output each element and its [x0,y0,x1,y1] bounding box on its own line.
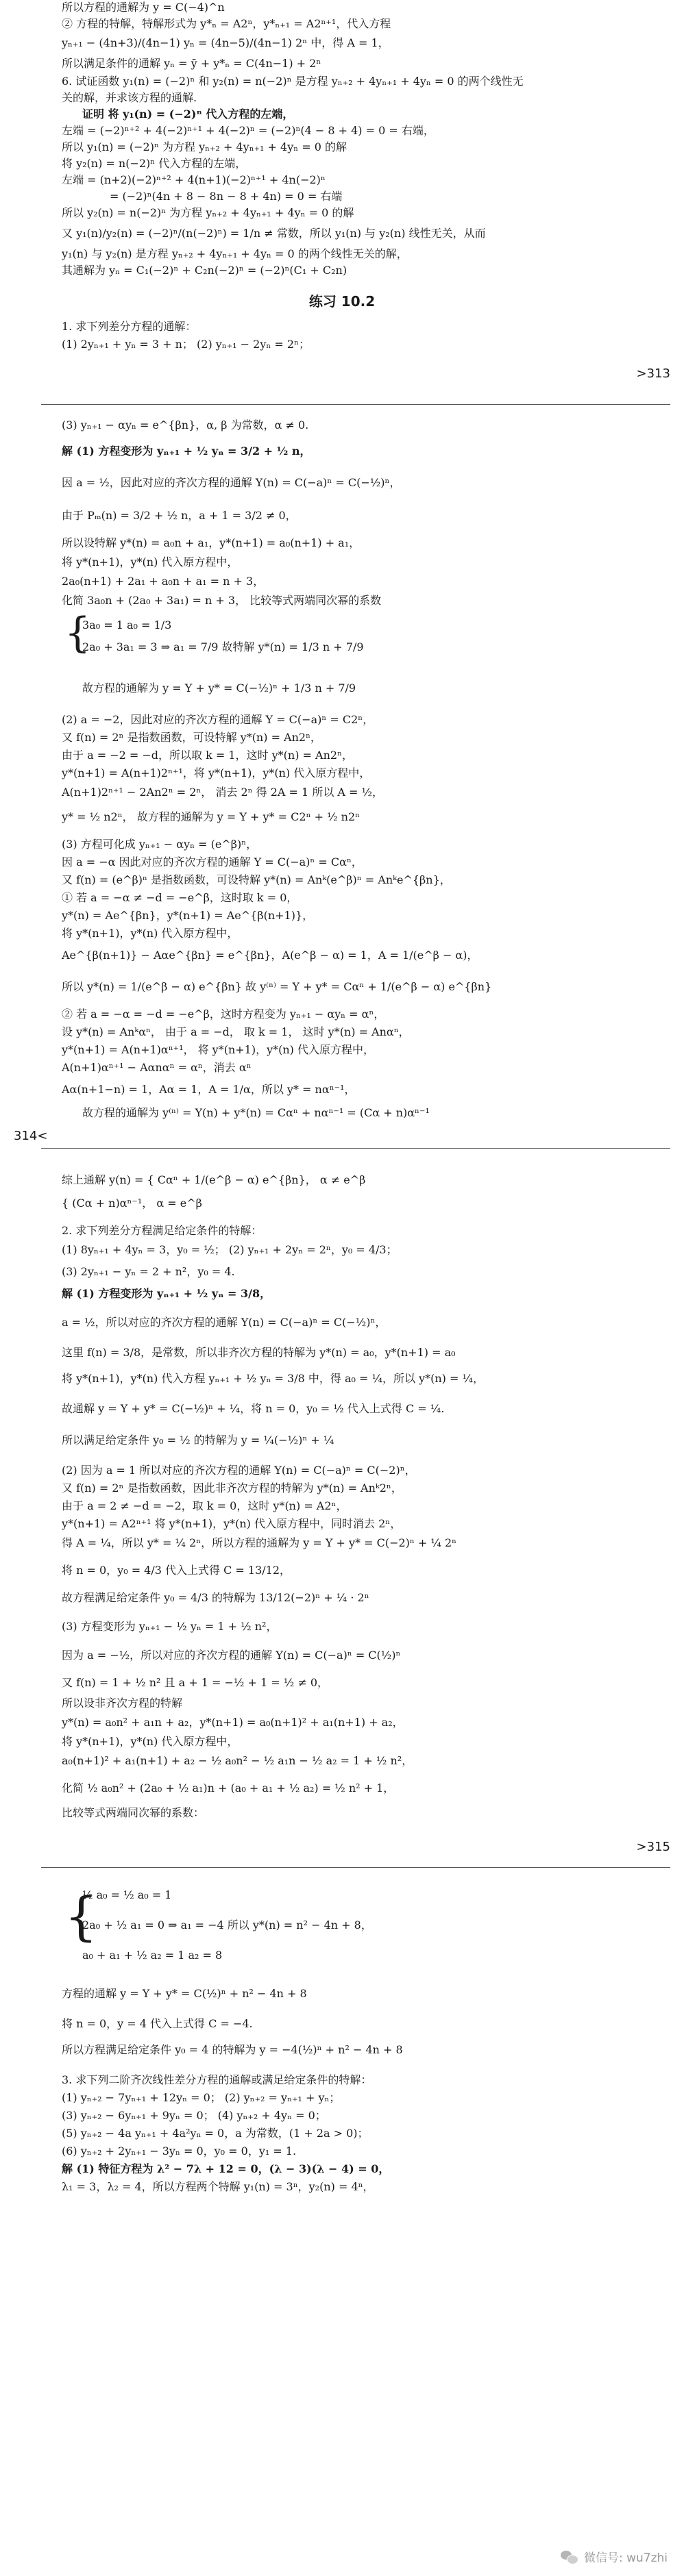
text-line: (6) yₙ₊₂ + 2yₙ₊₁ − 3yₙ = 0，y₀ = 0，y₁ = 1. [62,2144,297,2158]
page-divider [41,1148,670,1149]
text-line: 将 y₂(n) = n(−2)ⁿ 代入方程的左端， [62,157,247,170]
text-line: 3. 求下列二阶齐次线性差分方程的通解或满足给定条件的特解： [62,2073,372,2086]
text-line: a₀ + a₁ + ½ a₂ = 1 a₂ = 8 [82,1949,223,1962]
text-line: (1) 8yₙ₊₁ + 4yₙ = 3，y₀ = ½； (2) yₙ₊₁ + 2yₙ = 2ⁿ，y₀ = 4/3； [62,1243,398,1256]
text-line: Aα(n+1−n) = 1，Aα = 1，A = 1/α，所以 y* = nαⁿ⁻¹， [62,1083,356,1096]
text-line: { (Cα + n)αⁿ⁻¹， α = e^β [62,1197,202,1210]
text-line: 所以 y*(n) = 1/(e^β − α) e^{βn} 故 y⁽ⁿ⁾ = Y + y* = Cαⁿ + 1/(e^β − α) e^{βn} [62,980,492,993]
text-line: ½ a₀ = ½ a₀ = 1 [82,1888,172,1901]
text-line: (1) yₙ₊₂ − 7yₙ₊₁ + 12yₙ = 0； (2) yₙ₊₂ = yₙ₊₁ + yₙ； [62,2091,341,2104]
text-line: y*(n+1) = A2ⁿ⁺¹ 将 y*(n+1)，y*(n) 代入原方程中，同时消去 2ⁿ， [62,1517,402,1530]
text-line: 设 y*(n) = Anᵏαⁿ， 由于 a = −d， 取 k = 1， 这时 y*(n) = Anαⁿ， [62,1025,410,1038]
text-line: 故方程的通解为 y⁽ⁿ⁾ = Y(n) + y*(n) = Cαⁿ + nαⁿ⁻¹ = (Cα + n)αⁿ⁻¹ [82,1106,430,1119]
text-line: 由于 a = 2 ≠ −d = −2，取 k = 0，这时 y*(n) = A2ⁿ， [62,1499,347,1512]
text-line: a = ½，所以对应的齐次方程的通解 Y(n) = C(−a)ⁿ = C(−½)ⁿ， [62,1316,387,1329]
text-line: 故方程的通解为 y = Y + y* = C(−½)ⁿ + 1/3 n + 7/9 [82,681,356,695]
text-line: (3) yₙ₊₂ − 6yₙ₊₁ + 9yₙ = 0； (4) yₙ₊₂ + 4yₙ = 0； [62,2109,326,2122]
text-line: 所以方程满足给定条件 y₀ = 4 的特解为 y = −4(½)ⁿ + n² − 4n + 8 [62,2043,403,2056]
text-line: 将 y*(n+1)，y*(n) 代入原方程中， [62,555,239,568]
text-line: 又 f(n) = (e^β)ⁿ 是指数函数，可设特解 y*(n) = Anᵏ(e^β)ⁿ = Anᵏe^{βn}， [62,873,451,886]
text-line: 所以设非齐次方程的特解 [62,1697,183,1710]
text-line: 解 (1) 方程变形为 yₙ₊₁ + ½ yₙ = 3/2 + ½ n， [62,445,311,458]
text-line: y*(n+1) = A(n+1)αⁿ⁺¹， 将 y*(n+1)，y*(n) 代入原方程中， [62,1043,375,1056]
text-line: a₀(n+1)² + a₁(n+1) + a₂ − ½ a₀n² − ½ a₁n − ½ a₂ = 1 + ½ n²， [62,1754,413,1767]
text-line: 解 (1) 特征方程为 λ² − 7λ + 12 = 0，(λ − 3)(λ − 4) = 0， [62,2162,390,2175]
text-line: 故方程满足给定条件 y₀ = 4/3 的特解为 13/12(−2)ⁿ + ¼ · 2ⁿ [62,1591,369,1604]
text-line: (3) 方程变形为 yₙ₊₁ − ½ yₙ = 1 + ½ n²， [62,1620,278,1633]
text-line: λ₁ = 3，λ₂ = 4，所以方程两个特解 y₁(n) = 3ⁿ，y₂(n) = 4ⁿ， [62,2180,374,2193]
wechat-watermark [561,2548,668,2565]
text-line: 所以 y₂(n) = n(−2)ⁿ 为方程 yₙ₊₂ + 4yₙ₊₁ + 4yₙ = 0 的解 [62,206,354,219]
text-line: A(n+1)2ⁿ⁺¹ − 2An2ⁿ = 2ⁿ， 消去 2ⁿ 得 2A = 1 所以 A = ½， [62,786,384,799]
text-line: 将 y*(n+1)，y*(n) 代入方程 yₙ₊₁ + ½ yₙ = 3/8 中，得 a₀ = ¼，所以 y*(n) = ¼， [62,1372,484,1385]
text-line: 将 y*(n+1)，y*(n) 代入原方程中， [62,1735,239,1748]
text-line: 所以设特解 y*(n) = a₀n + a₁，y*(n+1) = a₀(n+1) + a₁， [62,536,361,549]
watermark-text: 微信号: wu7zhi [583,2551,668,2565]
text-line: ② 方程的特解，特解形式为 y*ₙ = A2ⁿ，y*ₙ₊₁ = A2ⁿ⁺¹，代入方程 [62,17,391,30]
text-line: y* = ½ n2ⁿ， 故方程的通解为 y = Y + y* = C2ⁿ + ½ n2ⁿ [62,810,361,823]
text-line: A(n+1)αⁿ⁺¹ − Aαnαⁿ = αⁿ，消去 αⁿ [62,1061,252,1074]
text-line: y*(n) = Ae^{βn}，y*(n+1) = Ae^{β(n+1)}， [62,909,314,922]
text-line: 将 n = 0，y = 4 代入上式得 C = −4. [62,2017,253,2030]
text-line: 6. 试证函数 y₁(n) = (−2)ⁿ 和 y₂(n) = n(−2)ⁿ 是方程 yₙ₊₂ + 4yₙ₊₁ + 4yₙ = 0 的两个线性无 [62,75,524,88]
text-line: ① 若 a = −α ≠ −d = −e^β，这时取 k = 0， [62,891,298,904]
text-line: 又 f(n) = 1 + ½ n² 且 a + 1 = −½ + 1 = ½ ≠ 0， [62,1676,329,1689]
text-line: (3) yₙ₊₁ − αyₙ = e^{βn}，α, β 为常数，α ≠ 0. [62,418,309,432]
text-line: 综上通解 y(n) = { Cαⁿ + 1/(e^β − α) e^{βn}， α ≠ e^β [62,1173,366,1186]
text-line: 所以 y₁(n) = (−2)ⁿ 为方程 yₙ₊₂ + 4yₙ₊₁ + 4yₙ = 0 的解 [62,140,347,153]
text-line: 关的解，并求该方程的通解. [62,91,197,104]
text-line: 又 f(n) = 2ⁿ 是指数函数，因此非齐次方程的特解为 y*(n) = Anᵏ2ⁿ， [62,1481,402,1495]
text-line: 将 n = 0，y₀ = 4/3 代入上式得 C = 13/12， [62,1564,291,1577]
page-divider [41,404,670,405]
text-line: 1. 求下列差分方程的通解： [62,320,197,333]
text-line: ② 若 a = −α = −d = −e^β，这时方程变为 yₙ₊₁ − αyₙ = αⁿ， [62,1008,385,1021]
text-line: 所以满足条件的通解 yₙ = ȳ + y*ₙ = C(4n−1) + 2ⁿ [62,57,321,70]
exercise-title: 练习 10.2 [308,293,376,310]
text-line: 化简 ½ a₀n² + (2a₀ + ½ a₁)n + (a₀ + a₁ + ½ a₂) = ½ n² + 1， [62,1781,395,1795]
text-line: 因 a = −α 因此对应的齐次方程的通解 Y = C(−a)ⁿ = Cαⁿ， [62,855,363,868]
text-line: 又 f(n) = 2ⁿ 是指数函数，可设特解 y*(n) = An2ⁿ， [62,731,322,744]
text-line: 化简 3a₀n + (2a₀ + 3a₁) = n + 3， 比较等式两端同次幂的系数 [62,594,382,607]
text-line: 这里 f(n) = 3/8，是常数，所以非齐次方程的特解为 y*(n) = a₀，y*(n+1) = a₀ [62,1346,456,1359]
text-line: 方程的通解 y = Y + y* = C(½)ⁿ + n² − 4n + 8 [62,1987,307,2000]
wechat-icon [561,2549,578,2564]
text-line: y*(n+1) = A(n+1)2ⁿ⁺¹，将 y*(n+1)，y*(n) 代入原方程中， [62,766,371,779]
text-line: 2. 求下列差分方程满足给定条件的特解： [62,1224,262,1237]
text-line: 证明 将 y₁(n) = (−2)ⁿ 代入方程的左端， [82,108,294,121]
text-line: 左端 = (−2)ⁿ⁺² + 4(−2)ⁿ⁺¹ + 4(−2)ⁿ = (−2)ⁿ(4 − 8 + 4) = 0 = 右端， [62,124,435,137]
text-line: 故通解 y = Y + y* = C(−½)ⁿ + ¼，将 n = 0，y₀ = ½ 代入上式得 C = ¼. [62,1402,445,1415]
text-line: y*(n) = a₀n² + a₁n + a₂，y*(n+1) = a₀(n+1)² + a₁(n+1) + a₂， [62,1716,404,1729]
text-line: 2a₀(n+1) + 2a₁ + a₀n + a₁ = n + 3， [62,575,265,588]
system-brace: { [64,1886,98,1947]
text-line: 所以方程的通解为 y = C(−4)^n [62,1,225,14]
text-line: 得 A = ¼，所以 y* = ¼ 2ⁿ，所以方程的通解为 y = Y + y* = C(−2)ⁿ + ¼ 2ⁿ [62,1536,457,1549]
text-line: (5) yₙ₊₂ − 4a yₙ₊₁ + 4a²yₙ = 0，a 为常数，(1 + 2a > 0)； [62,2127,369,2140]
page-divider [41,1867,670,1868]
text-line: (1) 2yₙ₊₁ + yₙ = 3 + n； (2) yₙ₊₁ − 2yₙ = 2ⁿ； [62,338,310,351]
text-line: 将 y*(n+1)，y*(n) 代入原方程中， [62,927,239,940]
text-line: 由于 a = −2 = −d，所以取 k = 1，这时 y*(n) = An2ⁿ， [62,749,354,762]
text-line: 2a₀ + 3a₁ = 3 ⇒ a₁ = 7/9 故特解 y*(n) = 1/3 n + 7/9 [82,640,364,653]
text-line: yₙ₊₁ − (4n+3)/(4n−1) yₙ = (4n−5)/(4n−1) 2ⁿ 中，得 A = 1， [62,36,389,49]
text-line: 比较等式两端同次幂的系数： [62,1806,205,1819]
page-number: >315 [636,1840,670,1854]
text-line: 因为 a = −½，所以对应的齐次方程的通解 Y(n) = C(−a)ⁿ = C(½)ⁿ [62,1649,401,1662]
text-line: (2) a = −2，因此对应的齐次方程的通解 Y = C(−a)ⁿ = C2ⁿ， [62,713,374,726]
text-line: 2a₀ + ½ a₁ = 0 ⇒ a₁ = −4 所以 y*(n) = n² − 4n + 8， [82,1918,372,1931]
text-line: (3) 2yₙ₊₁ − yₙ = 2 + n²，y₀ = 4. [62,1265,235,1278]
text-line: (2) 因为 a = 1 所以对应的齐次方程的通解 Y(n) = C(−a)ⁿ = C(−2)ⁿ， [62,1464,416,1477]
text-line: 3a₀ = 1 a₀ = 1/3 [82,618,172,632]
text-line: 左端 = (n+2)(−2)ⁿ⁺² + 4(n+1)(−2)ⁿ⁺¹ + 4n(−2)ⁿ [62,173,326,186]
text-line: 由于 Pₘ(n) = 3/2 + ½ n，a + 1 = 3/2 ≠ 0， [62,509,297,522]
text-line: = (−2)ⁿ(4n + 8 − 8n − 8 + 4n) = 0 = 右端 [110,190,343,203]
text-line: y₁(n) 与 y₂(n) 是方程 yₙ₊₂ + 4yₙ₊₁ + 4yₙ = 0 的两个线性无关的解， [62,247,408,260]
text-line: 所以满足给定条件 y₀ = ½ 的特解为 y = ¼(−½)ⁿ + ¼ [62,1434,334,1447]
text-line: 其通解为 yₙ = C₁(−2)ⁿ + C₂n(−2)ⁿ = (−2)ⁿ(C₁ + C₂n) [62,264,347,277]
text-line: 解 (1) 方程变形为 yₙ₊₁ + ½ yₙ = 3/8， [62,1287,271,1300]
text-line: 因 a = ½，因此对应的齐次方程的通解 Y(n) = C(−a)ⁿ = C(−½)ⁿ， [62,476,401,489]
text-line: Ae^{β(n+1)} − Aαe^{βn} = e^{βn}，A(e^β − α) = 1，A = 1/(e^β − α)， [62,949,478,962]
text-line: 又 y₁(n)/y₂(n) = (−2)ⁿ/(n(−2)ⁿ) = 1/n ≠ 常数，所以 y₁(n) 与 y₂(n) 线性无关，从而 [62,227,486,240]
text-line: (3) 方程可化成 yₙ₊₁ − αyₙ = (e^β)ⁿ， [62,838,258,851]
page-number: >313 [636,366,670,381]
page-number: 314< [14,1129,48,1143]
system-brace: { [64,609,91,657]
